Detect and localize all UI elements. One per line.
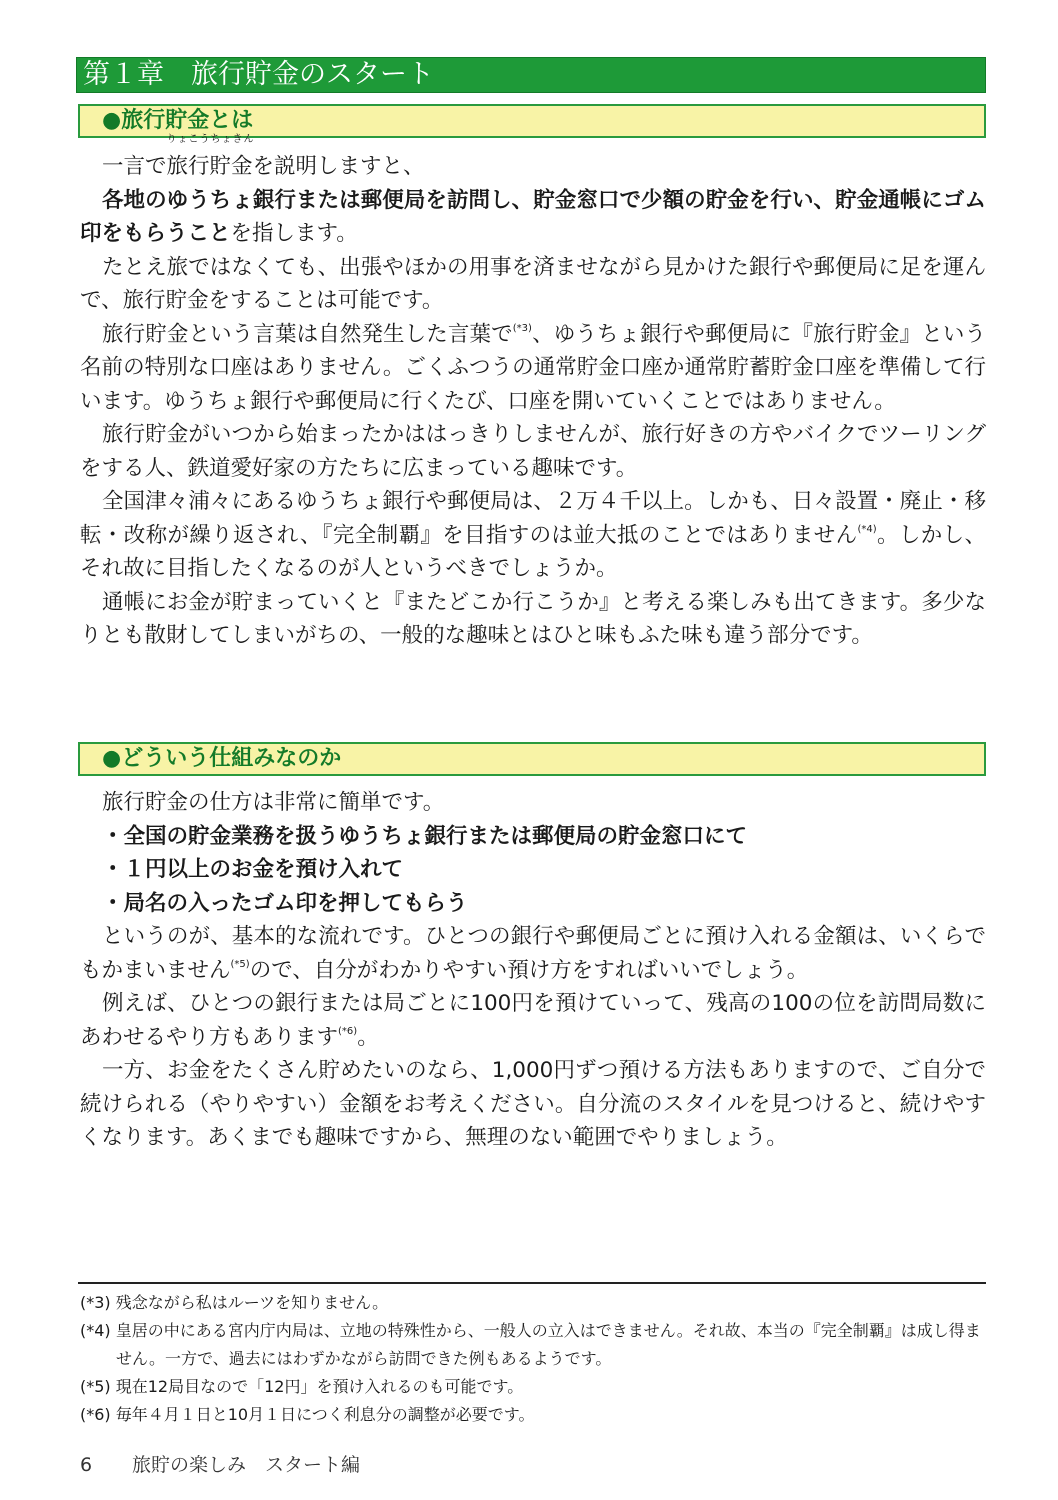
section2-paragraph-3 [80, 987, 986, 1054]
s2p3-text-after: 。 [357, 1024, 379, 1050]
intro-after: を説明しますと、 [252, 154, 425, 179]
footnotes [80, 1289, 986, 1429]
section1-paragraph-5 [80, 485, 986, 586]
book-title: 旅貯の楽しみ スタート編 [132, 1454, 361, 1476]
footnote-ref-4: (*4) [857, 523, 877, 535]
s2p2-text-after: ので、自分がわかりやすい預け方をすればいいでしょう。 [249, 957, 809, 983]
bullet-item: ・局名の入ったゴム印を押してもらう [102, 890, 468, 916]
s2p3-text-before: 例えば、ひとつの銀行または局ごとに100円を預けていって、残高の100の位を訪問局数にあわせるやり方もあります [80, 991, 986, 1050]
section2-paragraph-1: 旅行貯金の仕方は非常に簡単です。 [102, 790, 445, 815]
intro-before: 一言で [102, 154, 167, 179]
p5-text-before: 全国津々浦々にあるゆうちょ銀行や郵便局は、２万４千以上。しかも、日々設置・廃止・移転・改称が繰り返され、『完全制覇』を目指すのは並大抵のことではありません [80, 489, 986, 548]
definition-tail: を指します。 [230, 221, 358, 246]
footnote-ref-5: (*5) [230, 958, 250, 970]
footnote-4: (*4) 皇居の中にある宮内庁内局は、立地の特殊性から、一般人の立入はできません。それ故、本当の『完全制覇』は成し得ません。一方で、過去にはわずかながら訪問できた例もあるようです。 [80, 1321, 981, 1368]
section1-paragraph-4: 旅行貯金がいつから始まったかははっきりしませんが、旅行好きの方やバイクでツーリングをする人、鉄道愛好家の方たちに広まっている趣味です。 [80, 422, 986, 481]
section-heading-how-it-works: ●どういう仕組みなのか [78, 742, 986, 776]
section2-paragraph-2 [80, 920, 986, 987]
ruby-base: 旅行貯金 [166, 154, 253, 179]
section2-body [80, 786, 986, 1155]
definition-bold: 各地のゆうちょ銀行または郵便局を訪問し、貯金窓口で少額の貯金を行い、貯金通帳にゴム印をもらうこと [80, 187, 986, 246]
footnote-6: (*6) 毎年４月１日と10月１日につく利息分の調整が必要です。 [80, 1405, 535, 1424]
section1-paragraph-2: たとえ旅ではなくても、出張やほかの用事を済ませながら見かけた銀行や郵便局に足を運んで、旅行貯金をすることは可能です。 [80, 254, 986, 313]
ruby-word [166, 134, 255, 184]
section1-intro [80, 134, 986, 184]
footnote-ref-6: (*6) [338, 1025, 358, 1037]
chapter-title: 第１章 旅行貯金のスタート [76, 57, 986, 93]
bullet-item: ・１円以上のお金を預け入れて [102, 857, 404, 882]
section-heading-what-is-travel-savings: ●旅行貯金とは [78, 104, 986, 138]
footnote-ref-3: (*3) [512, 322, 532, 334]
ruby-reading: りょこうちょきん [166, 134, 255, 145]
bullet-item: ・全国の貯金業務を扱うゆうちょ銀行または郵便局の貯金窓口にて [102, 823, 748, 849]
section1-paragraph-6: 通帳にお金が貯まっていくと『またどこか行こうか』と考える楽しみも出てきます。多少なりとも散財してしまいがちの、一般的な趣味とはひと味もふた味も違う部分です。 [80, 589, 986, 648]
footnote-divider [78, 1282, 986, 1284]
section2-paragraph-4: 一方、お金をたくさん貯めたいのなら、1,000円ずつ預ける方法もありますので、ご自分で続けられる（やりやすい）金額をお考えください。自分流のスタイルを見つけると、続けやすくなります。あくまでも趣味ですから、無理のない範囲でやりましょう。 [80, 1058, 986, 1150]
p5-text-after: 。しかし、それ故に目指したくなるのが人というべきでしょうか。 [80, 522, 986, 581]
page-footer [80, 1450, 360, 1477]
section1-body [80, 134, 986, 653]
footnote-5: (*5) 現在12局目なので「12円」を預け入れるのも可能です。 [80, 1377, 524, 1396]
p3-text-after: 、ゆうちょ銀行や郵便局に『旅行貯金』という名前の特別な口座はありません。ごくふつうの通常貯金口座か通常貯蓄貯金口座を準備して行います。ゆうちょ銀行や郵便局に行くたび、口座を開いていくことではありません。 [80, 321, 986, 414]
footnote-3: (*3) 残念ながら私はルーツを知りません。 [80, 1293, 389, 1312]
page-number: 6 [80, 1454, 93, 1476]
p3-text-before: 旅行貯金という言葉は自然発生した言葉で [102, 321, 513, 347]
s2p2-text-before: というのが、基本的な流れです。ひとつの銀行や郵便局ごとに預け入れる金額は、いくらでもかまいません [80, 924, 986, 983]
section1-paragraph-3 [80, 318, 986, 419]
section1-definition [80, 184, 986, 251]
